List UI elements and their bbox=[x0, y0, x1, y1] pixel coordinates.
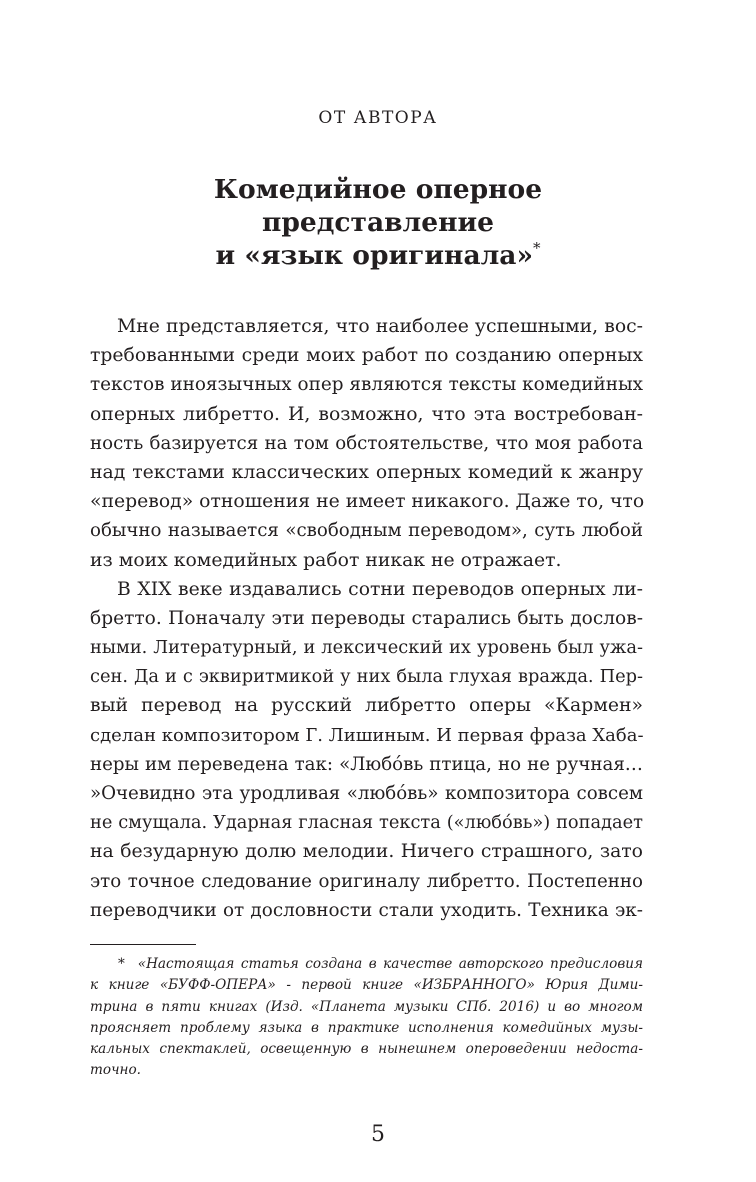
title-line bbox=[0, 239, 756, 272]
text-line: переводчики от дословности стали уходить. Техника эк- bbox=[90, 899, 643, 921]
footnote bbox=[90, 954, 643, 1082]
footnote-line bbox=[90, 954, 643, 975]
text-line: Мне представляется, что наиболее успешными, вос- bbox=[117, 316, 643, 337]
footnote-mark: * bbox=[118, 956, 125, 972]
text-line: оперных либретто. И, возможно, что эта востребован- bbox=[90, 403, 643, 425]
page-number: 5 bbox=[371, 1122, 385, 1147]
text-line: не смущала. Ударная гласная текста («любо́вь») попадает bbox=[90, 812, 643, 834]
footnote-line: трина в пяти книгах (Изд. «Планета музыки СПб. 2016) и во многом bbox=[90, 998, 643, 1015]
running-head: ОТ АВТОРА bbox=[318, 108, 438, 128]
text-line: »Очевидно эта уродливая «любо́вь» композитора совсем bbox=[90, 783, 643, 804]
text-line: требованными среди моих работ по созданию оперных bbox=[90, 345, 643, 367]
text-line: сделан композитором Г. Лишиным. И первая фраза Хаба- bbox=[90, 724, 644, 746]
title-line: представление bbox=[261, 207, 495, 238]
text-line: на безударную долю мелодии. Ничего страшного, зато bbox=[90, 841, 643, 863]
text-line: из моих комедийных работ никак не отражает. bbox=[90, 549, 562, 571]
text-line: это точное следование оригиналу либретто. Постепенно bbox=[90, 870, 643, 892]
text-line: сен. Да и с эквиритмикой у них была глухая вражда. Пер- bbox=[90, 666, 643, 688]
text-line: ными. Литературный, и лексический их уровень был ужа- bbox=[90, 637, 643, 659]
text-line: В XIX веке издавались сотни переводов оперных ли- bbox=[117, 578, 643, 600]
chapter-title bbox=[0, 173, 756, 272]
text-line: неры им переведена так: «Любо́вь птица, но не ручная… bbox=[90, 753, 643, 775]
body-text bbox=[90, 312, 643, 925]
text-line: текстов иноязычных опер являются тексты комедийных bbox=[90, 374, 643, 396]
footnote-line: проясняет проблему языка в практике исполнения комедийных музы- bbox=[90, 1019, 643, 1036]
footnote-line: кальных спектаклей, освещенную в нынешнем опероведении недоста- bbox=[90, 1041, 643, 1058]
text-line: ность базируется на том обстоятельстве, что моя работа bbox=[90, 432, 643, 454]
text-line: вый перевод на русский либретто оперы «Кармен» bbox=[90, 695, 643, 717]
text-line: обычно называется «свободным переводом», суть любой bbox=[90, 520, 643, 542]
title-line: Комедийное оперное bbox=[213, 174, 543, 205]
text-line: «перевод» отношения не имеет никакого. Даже то, что bbox=[90, 491, 645, 513]
footnote-divider bbox=[90, 944, 196, 945]
footnote-line-text: «Настоящая статья создана в качестве авторского предисловия bbox=[137, 956, 643, 972]
footnote-line: к книге «БУФФ-ОПЕРА» - первой книге «ИЗБРАННОГО» Юрия Дими- bbox=[90, 977, 643, 994]
text-line: бретто. Поначалу эти переводы старались быть дослов- bbox=[90, 607, 643, 629]
footnote-line: точно. bbox=[90, 1062, 141, 1079]
footnote-reference[interactable]: * bbox=[533, 239, 541, 257]
text-line: над текстами классических оперных комедий к жанру bbox=[90, 461, 643, 483]
title-line-text: и «язык оригинала» bbox=[215, 240, 534, 271]
